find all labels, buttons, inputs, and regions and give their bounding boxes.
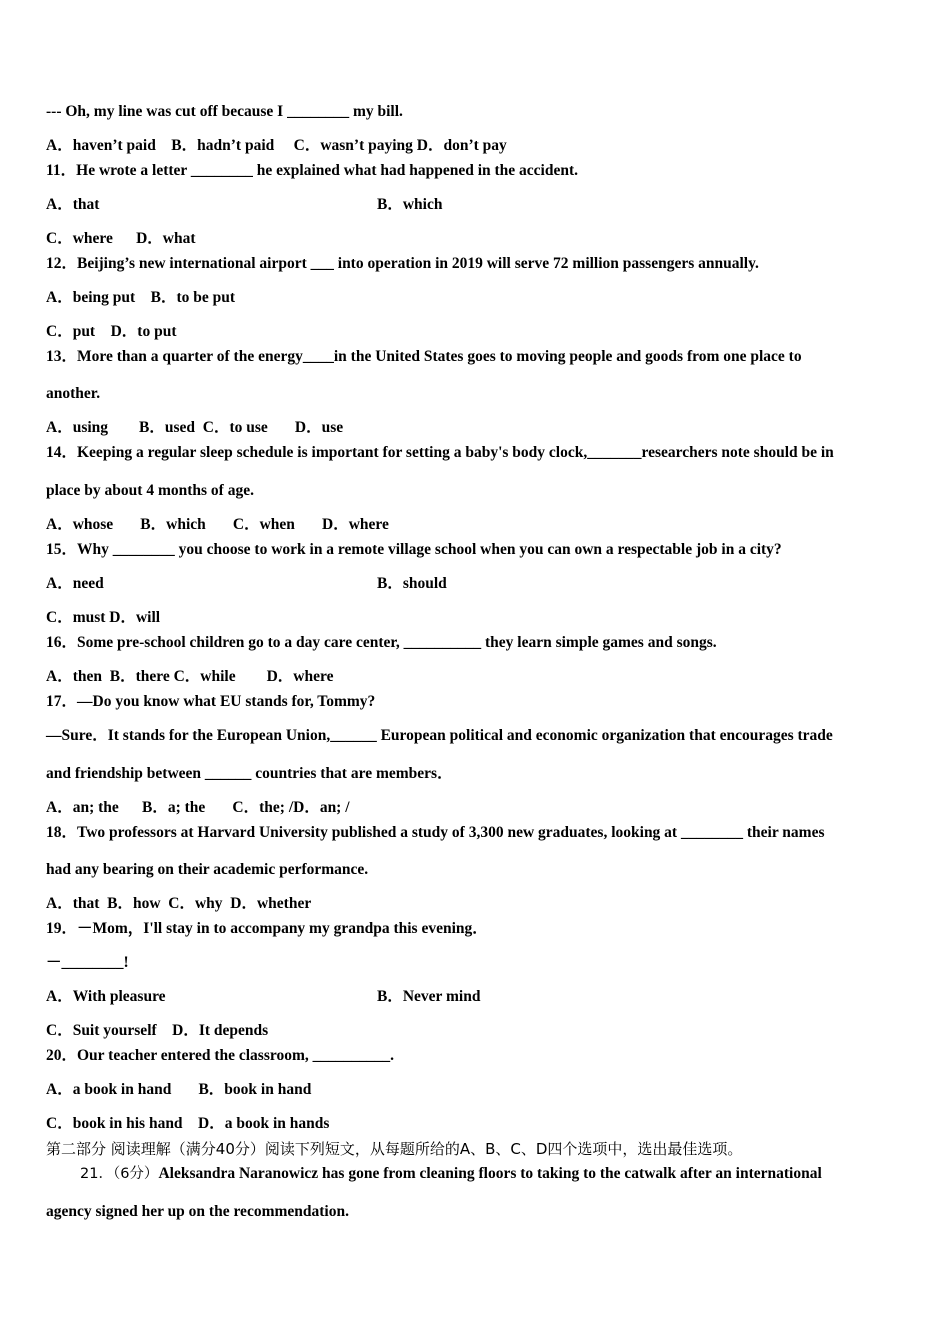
q12-stem: 12．Beijing’s new international airport ___ into operation in 2019 will serve 72 million passengers annually. — [46, 255, 759, 272]
q21-passage-line — [80, 1164, 822, 1184]
q13-options: A．using B．used C．to use D．use — [46, 419, 344, 436]
q11-option-a: A．that — [46, 196, 100, 213]
q13-stem-cont: another. — [46, 385, 101, 402]
q14-stem: 14．Keeping a regular sleep schedule is important for setting a baby's body clock,_______researchers note should be in — [46, 444, 834, 461]
q17-stem: 17．—Do you know what EU stands for, Tommy? — [46, 693, 376, 710]
q14-stem-cont: place by about 4 months of age. — [46, 482, 254, 499]
q15-option-b: B．should — [377, 575, 447, 592]
q10-options: A．haven’t paid B．hadn’t paid C．wasn’t paying D．don’t pay — [46, 137, 507, 154]
q15-options-cd: C．must D．will — [46, 609, 161, 626]
q19-option-a: A．With pleasure — [46, 988, 166, 1005]
q19-options-cd: C．Suit yourself D．It depends — [46, 1022, 269, 1039]
q19-option-b: B．Never mind — [377, 988, 481, 1005]
q16-options: A．then B．there C．while D．where — [46, 668, 334, 685]
q12-options-cd: C．put D．to put — [46, 323, 177, 340]
q17-dialogue-cont: and friendship between ______ countries that are members． — [46, 765, 453, 782]
q15-option-a: A．need — [46, 575, 104, 592]
q15-stem: 15．Why ________ you choose to work in a remote village school when you can own a respectable job in a city? — [46, 541, 782, 558]
q18-stem: 18．Two professors at Harvard University published a study of 3,300 new graduates, looking at ________ their names — [46, 824, 825, 841]
q11-options-cd: C．where D．what — [46, 230, 196, 247]
q11-option-b: B．which — [377, 196, 443, 213]
q19-dialogue: －________! — [46, 954, 129, 971]
q12-options-ab: A．being put B．to be put — [46, 289, 236, 306]
q17-dialogue: —Sure．It stands for the European Union,______ European political and economic organization that encourages trade — [46, 727, 833, 744]
q16-stem: 16．Some pre-school children go to a day care center, __________ they learn simple games and songs. — [46, 634, 717, 651]
q21-passage-cont: agency signed her up on the recommendation. — [46, 1203, 349, 1220]
q17-options: A．an; the B．a; the C．the; /D．an; / — [46, 799, 350, 816]
q14-options: A．whose B．which C．when D．where — [46, 516, 389, 533]
q20-options-cd: C．book in his hand D．a book in hands — [46, 1115, 330, 1132]
q21-passage-text: Aleksandra Naranowicz has gone from cleaning floors to taking to the catwalk after an international — [158, 1165, 822, 1182]
q21-number: 21．（6分） — [80, 1166, 159, 1182]
q18-stem-cont: had any bearing on their academic performance. — [46, 861, 369, 878]
q11-stem: 11．He wrote a letter ________ he explained what had happened in the accident. — [46, 162, 579, 179]
q10-dialogue-line: --- Oh, my line was cut off because I ________ my bill. — [46, 103, 403, 120]
section-two-heading: 第二部分 阅读理解（满分40分）阅读下列短文，从每题所给的A、B、C、D四个选项中，选出最佳选项。 — [46, 1140, 743, 1158]
q18-options: A．that B．how C．why D．whether — [46, 895, 312, 912]
q19-stem: 19．－Mom，I'll stay in to accompany my grandpa this evening． — [46, 920, 488, 937]
q13-stem: 13．More than a quarter of the energy____in the United States goes to moving people and goods from one place to — [46, 348, 802, 365]
q20-stem: 20．Our teacher entered the classroom, __________. — [46, 1047, 394, 1064]
q20-options-ab: A．a book in hand B．book in hand — [46, 1081, 312, 1098]
